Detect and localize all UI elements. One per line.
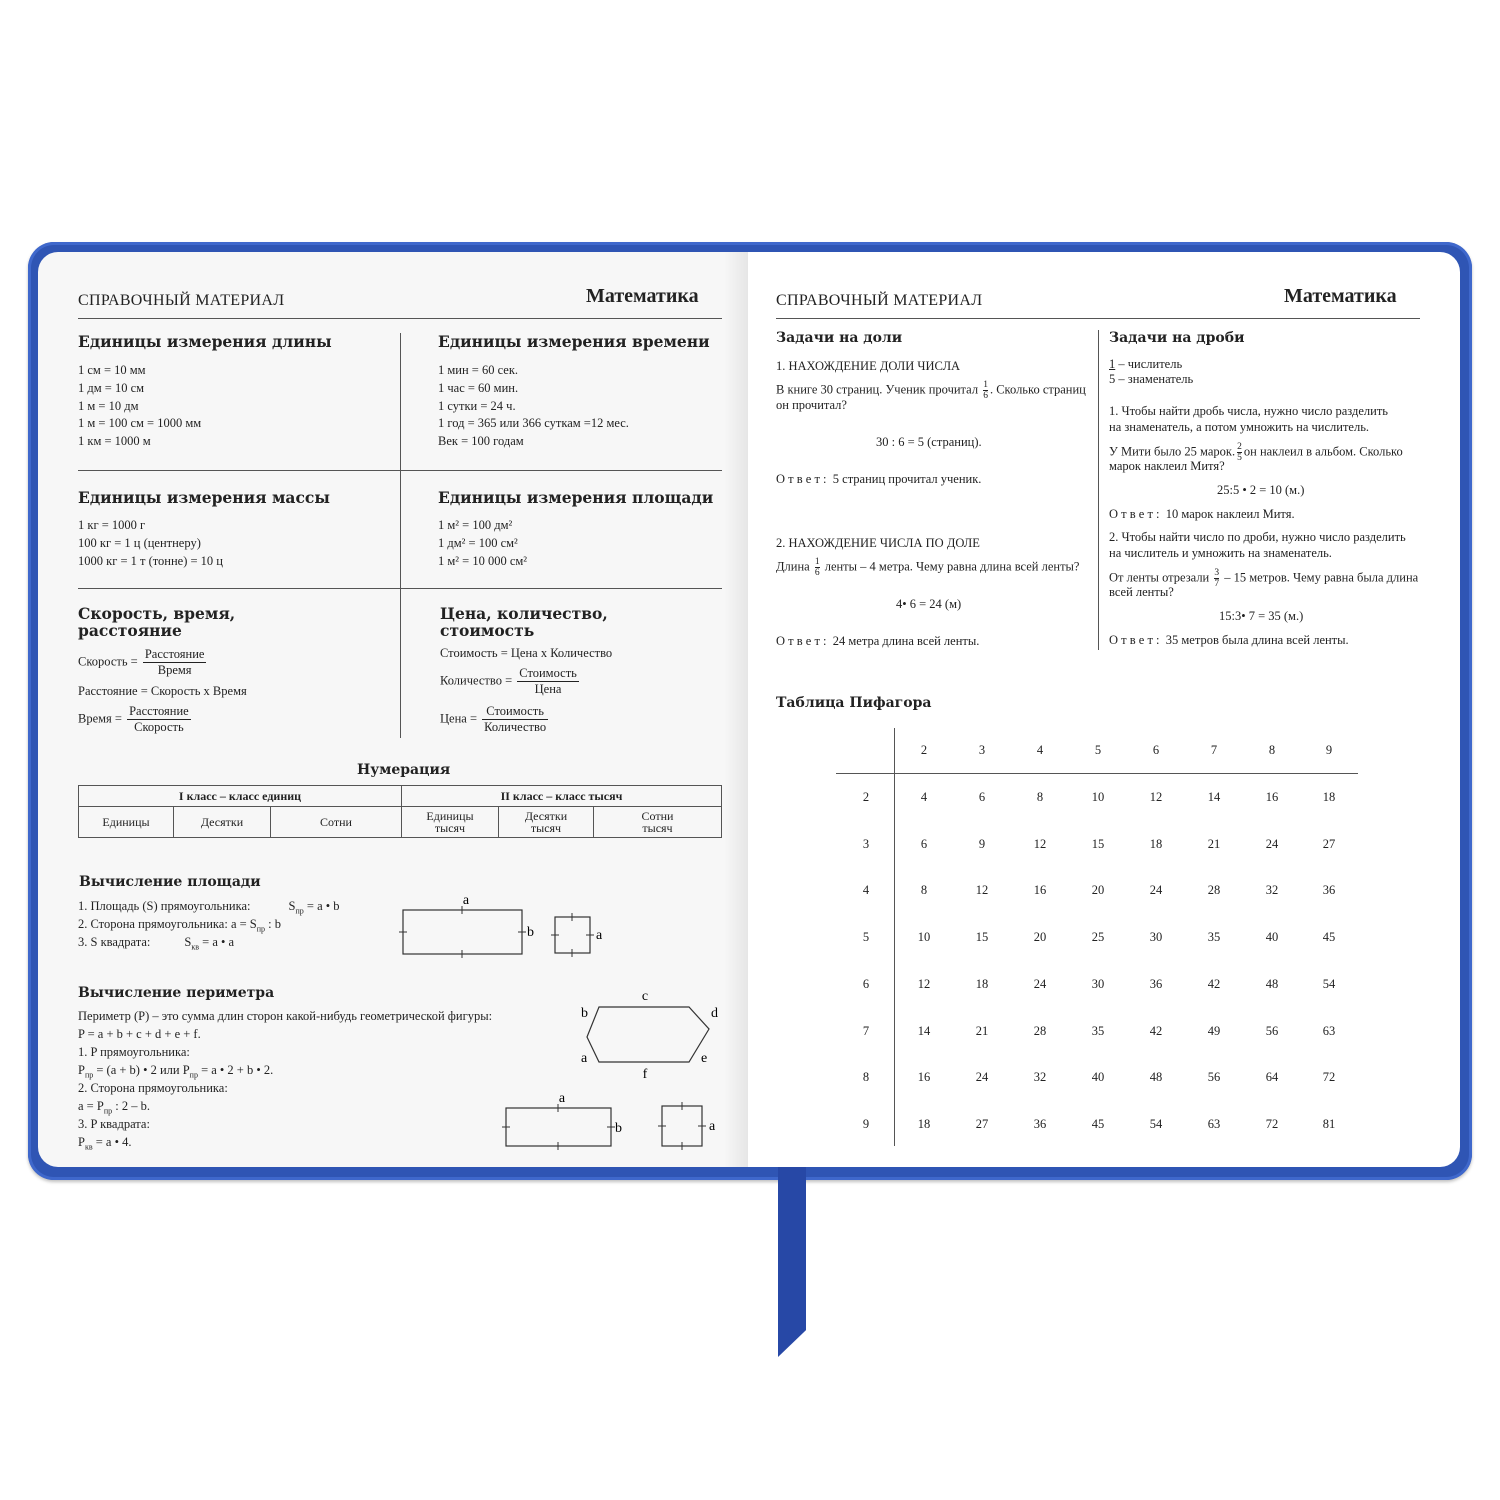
text: У Мити было 25 марок. — [1109, 444, 1236, 459]
denominator: Скорость — [134, 720, 184, 734]
pythagoras-cell: 36 — [1149, 977, 1163, 991]
text: = (a + b) • 2 или P — [93, 1063, 190, 1077]
label-e: e — [701, 1051, 708, 1066]
section-title-time: Единицы измерения времени — [438, 332, 710, 351]
fraction — [127, 704, 191, 735]
pythagoras-cell: 63 — [1207, 1117, 1221, 1131]
left-header-section: СПРАВОЧНЫЙ МАТЕРИАЛ — [78, 292, 285, 309]
list-item: 1 м² = 10 000 см² — [438, 553, 528, 568]
pythagoras-cell: 14 — [1207, 790, 1221, 804]
section-title-fractions: Задачи на дроби — [1109, 330, 1245, 346]
pythagoras-header-rule — [836, 773, 1358, 774]
text: a = P — [78, 1099, 104, 1113]
table-row — [79, 786, 722, 807]
table-cell: II класс – класс тысяч — [402, 786, 722, 807]
formula-symbol: S — [184, 935, 192, 949]
perimeter-line: Периметр (P) – это сумма длин сторон какой-нибудь геометрической фигуры: — [78, 1009, 493, 1023]
denominator: 7 — [1214, 579, 1220, 589]
pythagoras-header-cell: 2 — [920, 743, 928, 757]
fraction — [1214, 568, 1219, 589]
cost-formula: Стоимость = Цена х Количество — [440, 646, 613, 660]
denominator: Время — [157, 663, 192, 677]
subscript: пр — [189, 1070, 198, 1080]
text: P — [78, 1063, 85, 1077]
title-line: расстояние — [78, 621, 182, 640]
section-title-area-calc: Вычисление площади — [79, 874, 261, 890]
text: Длина — [776, 559, 810, 574]
section-title-area-units: Единицы измерения площади — [438, 488, 714, 507]
rectangle-shape — [506, 1108, 611, 1146]
pythagoras-cell: 32 — [1033, 1070, 1047, 1084]
pythagoras-cell: 20 — [1033, 930, 1047, 944]
table-cell — [594, 807, 722, 838]
numerator: 1 — [983, 380, 988, 390]
legend-row — [1109, 357, 1193, 372]
pythagoras-cell: 10 — [1091, 790, 1105, 804]
length-units-list — [78, 362, 201, 451]
perimeter-line — [78, 1134, 131, 1156]
fractions-rule-1: 1. Чтобы найти дробь числа, нужно число разделить — [1109, 404, 1388, 418]
pythagoras-cell: 16 — [1265, 790, 1279, 804]
list-item: 100 кг = 1 ц (центнеру) — [78, 535, 201, 550]
pythagoras-cell: 24 — [1265, 837, 1279, 851]
pythagoras-cell: 27 — [975, 1117, 989, 1131]
text: 3. S квадрата: — [78, 935, 151, 949]
pythagoras-cell: 42 — [1149, 1024, 1163, 1038]
pythagoras-cell: 35 — [1207, 930, 1221, 944]
shares-problem-2-text — [776, 557, 1079, 578]
shares-problem-1-calc: 30 : 6 = 5 (страниц). — [876, 435, 982, 449]
legend-text: – числитель — [1118, 357, 1183, 371]
section-title-shares: Задачи на доли — [776, 330, 903, 346]
right-column-divider — [1098, 330, 1099, 650]
label-a: a — [462, 893, 470, 908]
pythagoras-cell: 15 — [1091, 837, 1105, 851]
fractions-rule-2: на числитель и умножить на знаменатель. — [1109, 546, 1332, 560]
cell-line: тысяч — [642, 821, 673, 835]
label-a: a — [558, 1091, 566, 1106]
pythagoras-cell: 24 — [1149, 883, 1163, 897]
pythagoras-cell: 21 — [975, 1024, 989, 1038]
pythagoras-cell: 35 — [1091, 1024, 1105, 1038]
pythagoras-cell: 64 — [1265, 1070, 1279, 1084]
fraction — [1237, 442, 1242, 463]
formula-lhs: Количество = — [440, 673, 513, 688]
pythagoras-cell: 45 — [1091, 1117, 1105, 1131]
list-item: 1 час = 60 мин. — [438, 380, 519, 395]
pythagoras-cell: 40 — [1091, 1070, 1105, 1084]
denominator: 6 — [814, 568, 820, 578]
shares-problem-2-answer — [776, 633, 979, 651]
list-item: 1 кг = 1000 г — [78, 518, 146, 532]
pythagoras-cell: 12 — [1033, 837, 1047, 851]
pythagoras-cell: 30 — [1149, 930, 1163, 944]
pythagoras-cell: 12 — [1149, 790, 1163, 804]
text: = a • 2 + b • 2. — [197, 1063, 274, 1077]
pythagoras-cell: 20 — [1091, 883, 1105, 897]
shares-problem-1-text: он прочитал? — [776, 398, 847, 412]
formula-lhs: Время = — [78, 711, 122, 726]
page-fold-shadow — [724, 252, 748, 1167]
pythagoras-header-cell: 8 — [1268, 743, 1276, 757]
numerator: Расстояние — [144, 647, 205, 661]
rectangle-shape — [403, 910, 522, 954]
pythagoras-cell: 24 — [975, 1070, 989, 1084]
pythagoras-header-cell: 4 — [1036, 743, 1044, 757]
divider — [78, 588, 722, 589]
pythagoras-cell: 30 — [1091, 977, 1105, 991]
perimeter-line: 2. Сторона прямоугольника: — [78, 1081, 228, 1095]
pythagoras-cell: 8 — [1036, 790, 1044, 804]
right-header-section: СПРАВОЧНЫЙ МАТЕРИАЛ — [776, 292, 983, 309]
answer-label: О т в е т : — [776, 472, 827, 486]
pythagoras-cell: 18 — [1322, 790, 1336, 804]
list-item: Век = 100 годам — [438, 434, 524, 449]
pythagoras-cell: 28 — [1207, 883, 1221, 897]
list-item: 1 сутки = 24 ч. — [438, 398, 516, 413]
pythagoras-cell: 36 — [1322, 883, 1336, 897]
numerator: 1 — [814, 557, 820, 567]
fractions-rule-1: на знаменатель, а потом умножить на числитель. — [1109, 420, 1370, 434]
shares-problem-2-calc: 4• 6 = 24 (м) — [896, 597, 962, 611]
section-title-numeration: Нумерация — [357, 762, 451, 778]
perimeter-rectangle-diagram — [498, 1088, 728, 1152]
pythagoras-cell: 8 — [920, 883, 928, 897]
area-units-list — [438, 517, 527, 570]
formula-symbol: S — [288, 899, 296, 913]
subscript: кв — [191, 942, 200, 952]
list-item: 1 год = 365 или 366 суткам =12 мес. — [438, 416, 629, 431]
square-shape — [555, 917, 590, 953]
time-units-list — [438, 362, 629, 451]
label-d: d — [711, 1006, 718, 1021]
legend-row — [1109, 372, 1193, 387]
title-line: стоимость — [440, 621, 535, 640]
answer-text: 5 страниц прочитал ученик. — [832, 472, 982, 486]
pythagoras-cell: 45 — [1322, 930, 1336, 944]
text: : 2 – b. — [112, 1099, 150, 1113]
numerator: 3 — [1214, 568, 1220, 578]
pythagoras-cell: 48 — [1149, 1070, 1163, 1084]
pythagoras-row-header: 5 — [862, 930, 870, 944]
mass-units-list — [78, 517, 223, 570]
section-title-price — [440, 605, 608, 639]
perimeter-line: P = a + b + c + d + e + f. — [78, 1027, 201, 1041]
cell-line: тысяч — [530, 821, 562, 835]
pythagoras-cell: 9 — [978, 837, 986, 851]
distance-formula: Расстояние = Скорость х Время — [78, 684, 247, 698]
section-title-length: Единицы измерения длины — [78, 332, 332, 351]
pythagoras-cell: 56 — [1265, 1024, 1279, 1038]
fraction — [143, 647, 207, 678]
list-item: 1 мин = 60 сек. — [438, 363, 519, 377]
list-item: 1 дм = 10 см — [78, 380, 145, 395]
table-cell — [402, 807, 499, 838]
label-c: c — [641, 989, 649, 1004]
square-shape — [662, 1106, 702, 1146]
pythagoras-cell: 32 — [1265, 883, 1279, 897]
price-formula — [440, 704, 550, 735]
hexagon-diagram — [575, 985, 725, 1085]
text: ленты – 4 метра. Чему равна длина всей ленты? — [824, 559, 1080, 574]
area-rectangle-diagram — [395, 890, 615, 962]
bookmark-ribbon[interactable] — [778, 1165, 806, 1357]
pythagoras-row-header: 4 — [862, 883, 870, 897]
left-header-rule — [78, 318, 722, 319]
denominator: 6 — [983, 391, 988, 401]
quantity-formula — [440, 666, 581, 697]
fraction-legend — [1109, 357, 1193, 387]
answer-label: О т в е т : — [776, 634, 827, 648]
pythagoras-cell: 42 — [1207, 977, 1221, 991]
label-b: b — [581, 1006, 588, 1021]
pythagoras-cell: 12 — [975, 883, 989, 897]
answer-text: 35 метров была длина всей ленты. — [1165, 633, 1349, 647]
pythagoras-cell: 63 — [1322, 1024, 1336, 1038]
pythagoras-cell: 18 — [917, 1117, 931, 1131]
cell-line: Десятки — [524, 809, 568, 823]
list-item: 1 м = 100 см = 1000 мм — [78, 416, 202, 431]
pythagoras-cell: 81 — [1322, 1117, 1336, 1131]
numeration-table — [78, 785, 722, 838]
pythagoras-cell: 24 — [1033, 977, 1047, 991]
list-item: 1 м² = 100 дм² — [438, 518, 513, 532]
pythagoras-row-header: 6 — [862, 977, 870, 991]
subscript: кв — [84, 1142, 93, 1152]
title-line: Цена, количество, — [440, 604, 608, 623]
speed-formula — [78, 647, 208, 678]
right-header-subject: Математика — [1284, 285, 1397, 307]
fractions-problem-2-answer — [1109, 632, 1349, 650]
shares-problem-1-answer — [776, 471, 981, 489]
text: P — [78, 1135, 85, 1149]
text: . Сколько страниц — [989, 382, 1086, 397]
pythagoras-cell: 25 — [1091, 930, 1105, 944]
pythagoras-cell: 36 — [1033, 1117, 1047, 1131]
fractions-problem-2-calc: 15:3• 7 = 35 (м.) — [1219, 609, 1304, 623]
formula-lhs: Цена = — [440, 711, 477, 726]
text: 2. Сторона прямоугольника: a = S — [78, 917, 257, 931]
label-square-a: a — [596, 928, 603, 943]
pythagoras-header-cell: 6 — [1152, 743, 1160, 757]
title-line: Скорость, время, — [78, 604, 236, 623]
fraction — [983, 380, 988, 401]
section-title-mass: Единицы измерения массы — [78, 488, 330, 507]
pythagoras-cell: 48 — [1265, 977, 1279, 991]
pythagoras-cell: 6 — [978, 790, 986, 804]
text: В книге 30 страниц. Ученик прочитал — [776, 382, 979, 397]
list-item: 1 см = 10 мм — [78, 363, 146, 377]
pythagoras-header-cell: 3 — [978, 743, 986, 757]
pythagoras-cell: 40 — [1265, 930, 1279, 944]
numerator: Стоимость — [519, 666, 577, 680]
pythagoras-row-header: 3 — [862, 837, 870, 851]
pythagoras-cell: 54 — [1322, 977, 1336, 991]
hexagon-shape — [587, 1007, 709, 1062]
fractions-problem-2: всей ленты? — [1109, 585, 1174, 599]
pythagoras-header-cell: 9 — [1325, 743, 1333, 757]
denominator: Цена — [534, 682, 562, 696]
cell-line: Сотни — [641, 809, 674, 823]
divider — [78, 470, 722, 471]
fractions-problem-1: марок наклеил Митя? — [1109, 459, 1225, 473]
fraction — [815, 557, 820, 578]
subscript: пр — [84, 1070, 94, 1080]
left-column-divider — [400, 333, 401, 738]
subscript: пр — [103, 1106, 113, 1116]
section-title-perimeter: Вычисление периметра — [78, 985, 275, 1001]
list-item: 1 дм² = 100 см² — [438, 535, 518, 550]
pythagoras-cell: 21 — [1207, 837, 1221, 851]
section-title-pythagoras: Таблица Пифагора — [776, 695, 932, 711]
pythagoras-cell: 72 — [1322, 1070, 1336, 1084]
subscript: пр — [256, 924, 266, 934]
numerator: Расстояние — [129, 704, 189, 718]
left-header-subject: Математика — [586, 285, 699, 307]
pythagoras-row-header: 7 — [862, 1024, 870, 1038]
pythagoras-cell: 72 — [1265, 1117, 1279, 1131]
formula-rest: = a • a — [199, 935, 235, 949]
table-row — [79, 807, 722, 838]
pythagoras-cell: 56 — [1207, 1070, 1221, 1084]
numerator: 2 — [1237, 442, 1242, 452]
text: 1. Площадь (S) прямоугольника: — [78, 899, 251, 913]
pythagoras-row-header: 2 — [862, 790, 870, 804]
pythagoras-cell: 28 — [1033, 1024, 1047, 1038]
label-square-a: a — [709, 1119, 716, 1134]
table-cell: Единицы — [79, 807, 174, 838]
pythagoras-cell: 18 — [975, 977, 989, 991]
text: – 15 метров. Чему равна была длина — [1224, 570, 1419, 585]
list-item: 1 км = 1000 м — [78, 434, 151, 449]
list-item: 1000 кг = 1 т (тонне) = 10 ц — [78, 553, 224, 568]
denominator-digit: 5 — [1109, 372, 1116, 386]
pythagoras-header-cell: 5 — [1094, 743, 1102, 757]
denominator: Количество — [484, 720, 547, 734]
right-header-rule — [776, 318, 1420, 319]
answer-label: О т в е т : — [1109, 507, 1160, 521]
label-f: f — [642, 1067, 648, 1082]
pythagoras-cell: 6 — [920, 837, 928, 851]
list-item: 1 м = 10 дм — [78, 398, 139, 413]
perimeter-line: 3. P квадрата: — [78, 1117, 150, 1131]
shares-problem-1-heading: 1. НАХОЖДЕНИЕ ДОЛИ ЧИСЛА — [776, 359, 961, 373]
numerator-digit: 1 — [1109, 357, 1116, 371]
label-b: b — [615, 1121, 622, 1136]
label-a: a — [581, 1051, 588, 1066]
perimeter-line: 1. P прямоугольника: — [78, 1045, 190, 1059]
cell-line: тысяч — [434, 821, 466, 835]
section-title-speed — [78, 605, 235, 639]
table-cell — [499, 807, 594, 838]
formula-rest: : b — [265, 917, 282, 931]
pythagoras-cell: 10 — [917, 930, 931, 944]
denominator: 5 — [1237, 453, 1242, 463]
answer-text: 10 марок наклеил Митя. — [1165, 507, 1295, 521]
pythagoras-cell: 18 — [1149, 837, 1163, 851]
table-cell: Десятки — [174, 807, 271, 838]
pythagoras-header-cell: 7 — [1210, 743, 1218, 757]
table-cell: I класс – класс единиц — [79, 786, 402, 807]
text: = a • 4. — [92, 1135, 132, 1149]
text: От ленты отрезали — [1109, 570, 1210, 585]
pythagoras-cell: 54 — [1149, 1117, 1163, 1131]
formula-lhs: Скорость = — [78, 654, 138, 669]
pythagoras-cell: 15 — [975, 930, 989, 944]
pythagoras-cell: 16 — [1033, 883, 1047, 897]
fractions-problem-1-calc: 25:5 • 2 = 10 (м.) — [1217, 483, 1305, 497]
text: он наклеил в альбом. Сколько — [1243, 444, 1403, 459]
subscript: пр — [295, 906, 304, 916]
answer-label: О т в е т : — [1109, 633, 1160, 647]
pythagoras-row-header: 9 — [862, 1117, 870, 1131]
formula-rest: = a • b — [303, 899, 340, 913]
pythagoras-cell: 49 — [1207, 1024, 1221, 1038]
pythagoras-cell: 27 — [1322, 837, 1336, 851]
pythagoras-cell: 16 — [917, 1070, 931, 1084]
area-calc-line-3 — [78, 934, 234, 956]
label-b: b — [527, 925, 534, 940]
fractions-rule-2: 2. Чтобы найти число по дроби, нужно число разделить — [1109, 530, 1406, 544]
cell-line: Единицы — [426, 809, 474, 823]
table-cell: Сотни — [271, 807, 402, 838]
shares-problem-2-heading: 2. НАХОЖДЕНИЕ ЧИСЛА ПО ДОЛЕ — [776, 536, 980, 550]
pythagoras-cell: 14 — [917, 1024, 931, 1038]
pythagoras-cell: 12 — [917, 977, 931, 991]
legend-text: – знаменатель — [1118, 372, 1194, 386]
fractions-problem-1-answer — [1109, 506, 1295, 524]
pythagoras-cell: 4 — [920, 790, 928, 804]
answer-text: 24 метра длина всей ленты. — [832, 634, 980, 648]
time-formula — [78, 704, 193, 735]
pythagoras-column-rule — [894, 728, 895, 1146]
fraction — [517, 666, 579, 697]
pythagoras-row-header: 8 — [862, 1070, 870, 1084]
numerator: Стоимость — [482, 704, 548, 720]
fraction — [482, 704, 548, 735]
